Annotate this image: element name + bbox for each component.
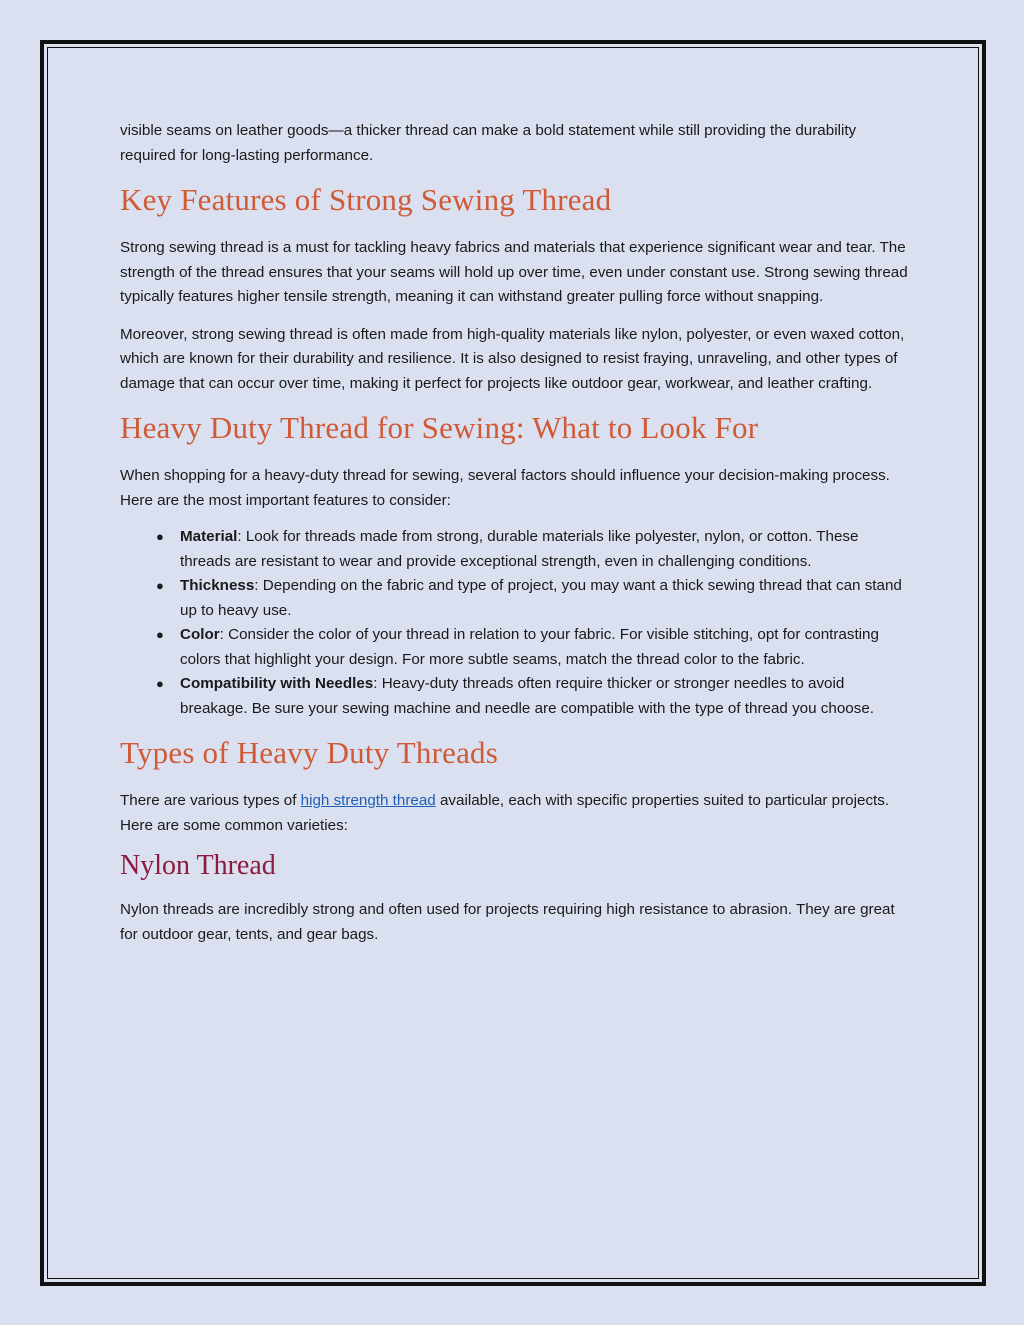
list-item bbox=[120, 525, 910, 574]
bullet-icon: ● bbox=[156, 529, 164, 544]
intro-paragraph: visible seams on leather goods—a thicker thread can make a bold statement while still providing the durability required for long-lasting performance. bbox=[120, 122, 857, 164]
key-features-paragraph-2: Moreover, strong sewing thread is often made from high-quality materials like nylon, polyester, or even waxed cotton, which are known for their durability and resilience. It is also designed to resist fraying, unraveling, and other types of damage that can occur over time, making it perfect for projects like outdoor gear, workwear, and leather crafting. bbox=[120, 325, 905, 392]
list-item bbox=[120, 672, 910, 721]
feature-list bbox=[120, 525, 910, 721]
high-strength-thread-link[interactable]: high strength thread bbox=[300, 792, 436, 809]
key-features-paragraph-1: Strong sewing thread is a must for tackling heavy fabrics and materials that experience significant wear and tear. The strength of the thread ensures that your seams will hold up over time, even under constant use. Strong sewing thread typically features higher tensile strength, meaning it can withstand greater pulling force without snapping. bbox=[120, 239, 908, 305]
types-intro-text-before: There are various types of bbox=[120, 792, 301, 809]
list-item-text: : Depending on the fabric and type of project, you may want a thick sewing thread that can stand up to heavy use. bbox=[180, 577, 902, 619]
list-item bbox=[120, 574, 910, 623]
list-item-text: : Heavy-duty threads often require thicker or stronger needles to avoid breakage. Be sure your sewing machine and needle are compatible with the type of thread you choose. bbox=[180, 675, 874, 717]
heading-nylon-thread: Nylon Thread bbox=[120, 850, 276, 881]
list-item-term: Compatibility with Needles bbox=[180, 675, 374, 692]
heading-what-to-look-for: Heavy Duty Thread for Sewing: What to Look For bbox=[120, 410, 759, 445]
bullet-icon: ● bbox=[156, 578, 164, 593]
heading-key-features: Key Features of Strong Sewing Thread bbox=[120, 182, 612, 217]
list-item bbox=[120, 623, 910, 672]
list-item-text: : Look for threads made from strong, durable materials like polyester, nylon, or cotton. These threads are resistant to wear and provide exceptional strength, even in challenging conditions. bbox=[180, 528, 859, 570]
document-body bbox=[120, 119, 910, 947]
bullet-icon: ● bbox=[156, 676, 164, 691]
look-for-intro-paragraph: When shopping for a heavy-duty thread for sewing, several factors should influence your decision-making process. Here are the most important features to consider: bbox=[120, 467, 890, 509]
list-item-term: Thickness bbox=[180, 577, 255, 594]
types-intro-text-after: available, each with specific properties suited to particular projects. Here are some common varieties: bbox=[120, 792, 890, 834]
list-item-term: Material bbox=[180, 528, 238, 545]
nylon-thread-paragraph: Nylon threads are incredibly strong and often used for projects requiring high resistance to abrasion. They are great for outdoor gear, tents, and gear bags. bbox=[120, 901, 895, 943]
heading-types-of-threads: Types of Heavy Duty Threads bbox=[120, 735, 499, 770]
list-item-text: : Consider the color of your thread in relation to your fabric. For visible stitching, opt for contrasting colors that highlight your design. For more subtle seams, match the thread color to the fabric. bbox=[180, 626, 879, 668]
bullet-icon: ● bbox=[156, 627, 164, 642]
types-intro-paragraph bbox=[120, 789, 910, 838]
list-item-term: Color bbox=[180, 626, 220, 643]
